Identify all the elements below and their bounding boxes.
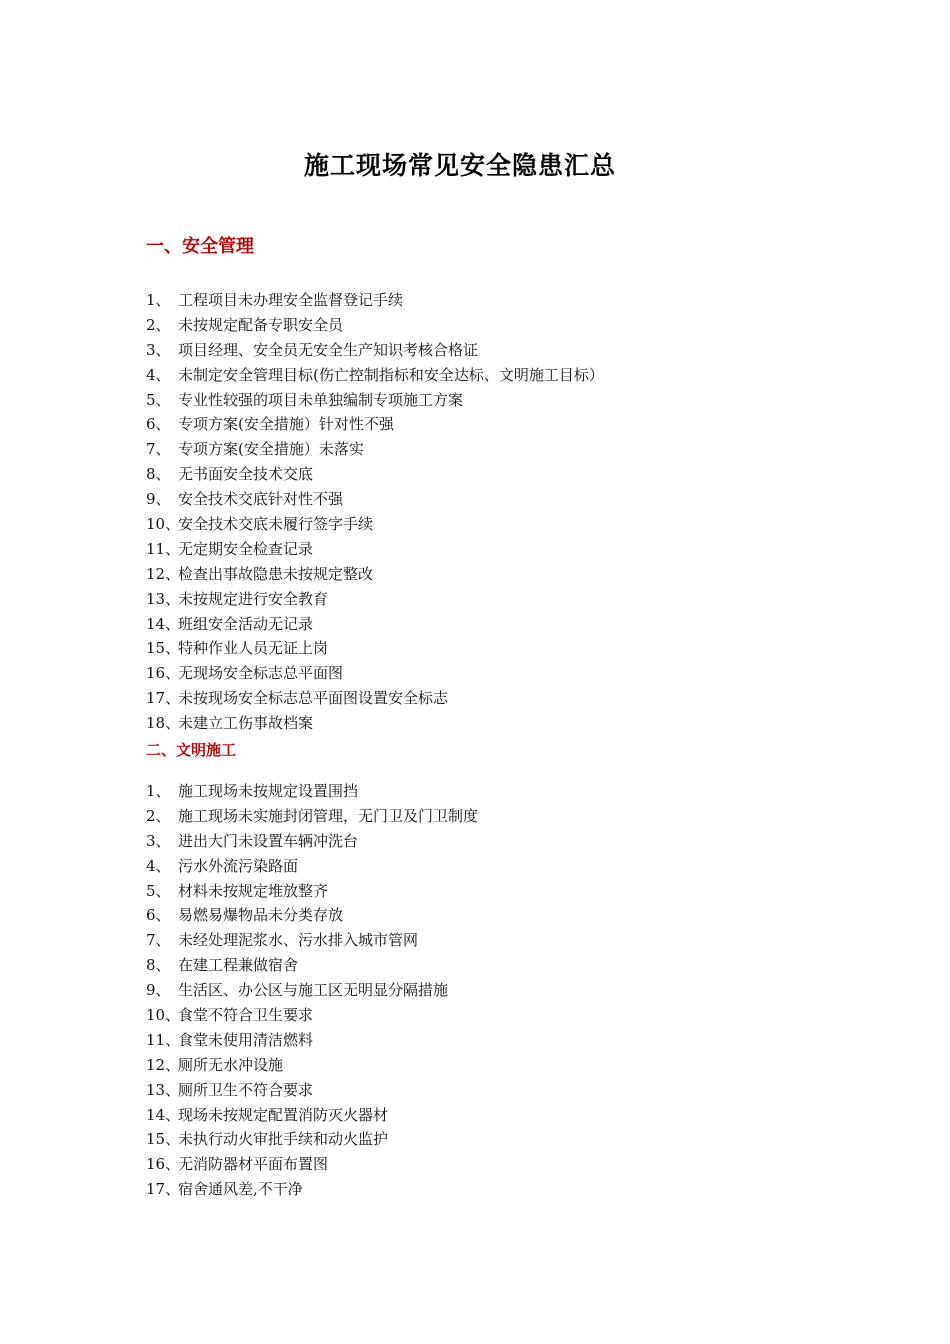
item-number: 7、 [146, 931, 171, 950]
list-item [146, 953, 478, 978]
list-item [146, 661, 604, 686]
item-text: 材料未按规定堆放整齐 [178, 881, 329, 900]
item-number: 12、 [146, 564, 181, 583]
list-item [146, 1177, 478, 1202]
item-text: 无消防器材平面布置图 [178, 1155, 329, 1174]
item-number: 5、 [146, 881, 171, 900]
list-item [146, 978, 478, 1003]
item-number: 4、 [146, 365, 171, 384]
list-item [146, 804, 478, 829]
item-number: 14、 [146, 1105, 181, 1124]
list-item [146, 612, 604, 637]
list-item [146, 487, 604, 512]
item-number: 2、 [146, 806, 171, 825]
item-number: 10、 [146, 1006, 181, 1025]
item-text: 特种作业人员无证上岗 [178, 639, 329, 658]
item-number: 6、 [146, 906, 171, 925]
item-text: 施工现场未按规定设置围挡 [178, 782, 359, 800]
list-item [146, 779, 478, 804]
item-number: 10、 [146, 515, 181, 534]
item-number: 3、 [146, 831, 171, 850]
list-item [146, 1078, 478, 1103]
item-number: 13、 [146, 1080, 181, 1099]
list-item [146, 1053, 478, 1078]
list-item [146, 512, 604, 537]
item-text: 未建立工伤事故档案 [178, 714, 314, 733]
list-item [146, 903, 478, 928]
list-item [146, 363, 604, 388]
item-text: 无定期安全检查记录 [178, 539, 314, 558]
section-heading-civilized-construction: 二、文明施工 [146, 741, 237, 759]
item-number: 11、 [146, 1030, 181, 1049]
item-text: 项目经理、安全员无安全生产知识考核合格证 [178, 340, 479, 359]
list-item [146, 636, 604, 661]
item-number: 11、 [146, 539, 181, 558]
safety-management-list [146, 288, 604, 736]
list-item [146, 437, 604, 462]
item-text: 未按现场安全标志总平面图设置安全标志 [178, 689, 449, 708]
item-number: 2、 [146, 315, 171, 334]
list-item [146, 829, 478, 854]
list-item [146, 854, 478, 879]
list-item [146, 412, 604, 437]
item-number: 15、 [146, 1130, 181, 1149]
item-text: 进出大门未设置车辆冲洗台 [178, 831, 359, 850]
list-item [146, 686, 604, 711]
item-number: 17、 [146, 1180, 181, 1199]
item-number: 16、 [146, 664, 181, 683]
item-text: 专业性较强的项目未单独编制专项施工方案 [178, 390, 464, 409]
item-text: 未制定安全管理目标(伤亡控制指标和安全达标、文明施工目标） [178, 365, 604, 384]
item-number: 14、 [146, 614, 181, 633]
list-item [146, 313, 604, 338]
item-text: 无书面安全技术交底 [178, 465, 314, 484]
item-text: 厕所无水冲设施 [178, 1055, 284, 1074]
item-number: 8、 [146, 465, 171, 484]
item-text: 检查出事故隐患未按规定整改 [178, 564, 374, 583]
list-item [146, 537, 604, 562]
item-number: 17、 [146, 689, 181, 708]
item-text: 未按规定进行安全教育 [178, 589, 329, 608]
item-number: 3、 [146, 340, 171, 359]
item-text: 未执行动火审批手续和动火监护 [178, 1130, 389, 1149]
list-item [146, 711, 604, 736]
list-item [146, 1028, 478, 1053]
item-number: 1、 [146, 782, 171, 800]
item-number: 5、 [146, 390, 171, 409]
list-item [146, 1127, 478, 1152]
item-text: 安全技术交底未履行签字手续 [178, 515, 374, 534]
item-text: 宿舍通风差,不干净 [178, 1180, 303, 1199]
list-item [146, 338, 604, 363]
item-text: 专项方案(安全措施）未落实 [178, 440, 364, 459]
item-number: 7、 [146, 440, 171, 459]
list-item [146, 587, 604, 612]
civilized-construction-list [146, 779, 478, 1202]
item-text: 专项方案(安全措施）针对性不强 [178, 415, 394, 434]
item-text: 未经处理泥浆水、污水排入城市管网 [178, 931, 419, 950]
item-number: 15、 [146, 639, 181, 658]
section-heading-safety-management: 一、安全管理 [146, 236, 254, 257]
list-item [146, 562, 604, 587]
item-text: 污水外流污染路面 [178, 856, 299, 875]
list-item [146, 288, 604, 313]
item-text: 未按规定配备专职安全员 [178, 315, 344, 334]
item-number: 12、 [146, 1055, 181, 1074]
item-number: 8、 [146, 956, 171, 975]
item-number: 13、 [146, 589, 181, 608]
list-item [146, 1003, 478, 1028]
item-text: 施工现场未实施封闭管理，无门卫及门卫制度 [178, 806, 479, 825]
list-item [146, 462, 604, 487]
item-number: 1、 [146, 291, 171, 309]
item-number: 16、 [146, 1155, 181, 1174]
list-item [146, 879, 478, 904]
item-text: 易燃易爆物品未分类存放 [178, 906, 344, 925]
list-item [146, 928, 478, 953]
item-text: 工程项目未办理安全监督登记手续 [178, 291, 404, 309]
list-item [146, 388, 604, 413]
list-item [146, 1152, 478, 1177]
list-item [146, 1103, 478, 1128]
item-number: 4、 [146, 856, 171, 875]
item-text: 无现场安全标志总平面图 [178, 664, 344, 683]
item-text: 在建工程兼做宿舍 [178, 956, 299, 975]
item-number: 6、 [146, 415, 171, 434]
item-text: 现场未按规定配置消防灭火器材 [178, 1105, 389, 1124]
item-text: 食堂不符合卫生要求 [178, 1006, 314, 1025]
item-text: 食堂未使用清洁燃料 [178, 1030, 314, 1049]
item-text: 生活区、办公区与施工区无明显分隔措施 [178, 981, 449, 1000]
item-text: 厕所卫生不符合要求 [178, 1080, 314, 1099]
document-title: 施工现场常见安全隐患汇总 [303, 151, 616, 180]
item-text: 安全技术交底针对性不强 [178, 490, 344, 509]
item-number: 9、 [146, 490, 171, 509]
item-number: 18、 [146, 714, 181, 733]
item-text: 班组安全活动无记录 [178, 614, 314, 633]
item-number: 9、 [146, 981, 171, 1000]
